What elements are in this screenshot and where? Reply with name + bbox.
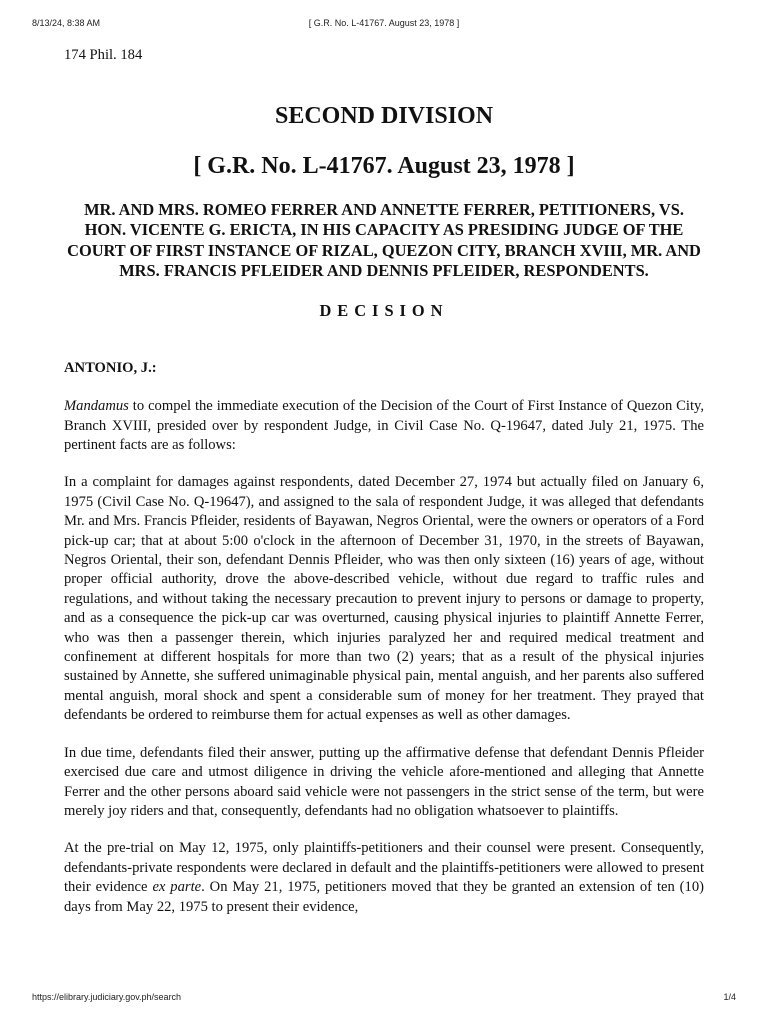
paragraph xyxy=(64,397,704,455)
print-header xyxy=(32,18,736,32)
print-datetime: 8/13/24, 8:38 AM xyxy=(32,18,101,28)
print-page-title: [ G.R. No. L-41767. August 23, 1978 ] xyxy=(308,18,460,28)
paragraph: In a complaint for damages against respondents, dated December 27, 1974 but actually filed on January 6, 1975 (Civil Case No. Q-19647), and assigned to the sala of respondent Judge, it was alleged that defendants Mr. and Mrs. Francis Pfleider, residents of Bayawan, Negros Oriental, were the owners or operators of a Ford pick-up car; that at about 5:00 o'clock in the afternoon of December 31, 1970, in the streets of Bayawan, Negros Oriental, their son, defendant Dennis Pfleider, who was then only sixteen (16) years of age, without proper official authority, drove the above-described vehicle, without due regard to traffic rules and regulations, and without taking the necessary precaution to prevent injury to persons or damage to property, and as a consequence the pick-up car was overturned, causing physical injuries to plaintiff Annette Ferrer, who was then a passenger therein, which injuries paralyzed her and required medical treatment and confinement at different hospitals for more than two (2) years; that as a result of the physical injuries sustained by Annette, she suffered unimaginable physical pain, mental anguish, and her parents also suffered mental anguish, moral shock and spent a considerable sum of money for her treatment. They prayed that defendants be ordered to reimburse them for actual expenses as well as other damages. xyxy=(64,474,704,724)
print-footer xyxy=(32,992,736,1006)
decision-heading: DECISION xyxy=(319,301,449,321)
paragraph xyxy=(64,839,704,917)
ponente: ANTONIO, J.: xyxy=(64,360,157,377)
case-parties: MR. AND MRS. ROMEO FERRER AND ANNETTE FERRER, PETITIONERS, VS. HON. VICENTE G. ERICTA, IN HIS CAPACITY AS PRESIDING JUDGE OF THE COURT OF FIRST INSTANCE OF RIZAL, QUEZON CITY, BRANCH XVIII, MR. AND MRS. FRANCIS PFLEIDER AND DENNIS PFLEIDER, RESPONDENTS. xyxy=(67,200,701,280)
division-heading: SECOND DIVISION xyxy=(274,103,494,129)
page-number: 1/4 xyxy=(723,992,736,1002)
case-number-heading: [ G.R. No. L-41767. August 23, 1978 ] xyxy=(193,153,575,179)
document-body xyxy=(64,46,704,917)
paragraph-text: to compel the immediate execution of the Decision of the Court of First Instance of Quezon City, Branch XVIII, presided over by respondent Judge, in Civil Case No. Q-19647, dated July 21, 1975. The pertinent facts are as follows: xyxy=(64,398,704,453)
paragraph: In due time, defendants filed their answer, putting up the affirmative defense that defendant Dennis Pfleider exercised due care and utmost diligence in driving the vehicle afore-mentioned and alleging that Annette Ferrer and the other persons aboard said vehicle were not passengers in the strict sense of the term, but were merely joy riders and that, consequently, defendants had no obligation whatsoever to plaintiffs. xyxy=(64,744,704,819)
citation: 174 Phil. 184 xyxy=(64,47,143,63)
paragraph-text: . On May 21, 1975, petitioners moved that they be granted an extension of ten (10) days from May 22, 1975 to present their evidence, xyxy=(64,879,704,915)
italic-term: ex parte xyxy=(152,879,202,896)
italic-term: Mandamus xyxy=(64,398,129,415)
paragraph-text: At the pre-trial on May 12, 1975, only plaintiffs-petitioners and their counsel were present. Consequently, defendants-private respondents were declared in default and the plaintiffs-petitioners were allowed to present their evidence xyxy=(64,840,704,896)
source-url: https://elibrary.judiciary.gov.ph/search xyxy=(32,992,182,1002)
